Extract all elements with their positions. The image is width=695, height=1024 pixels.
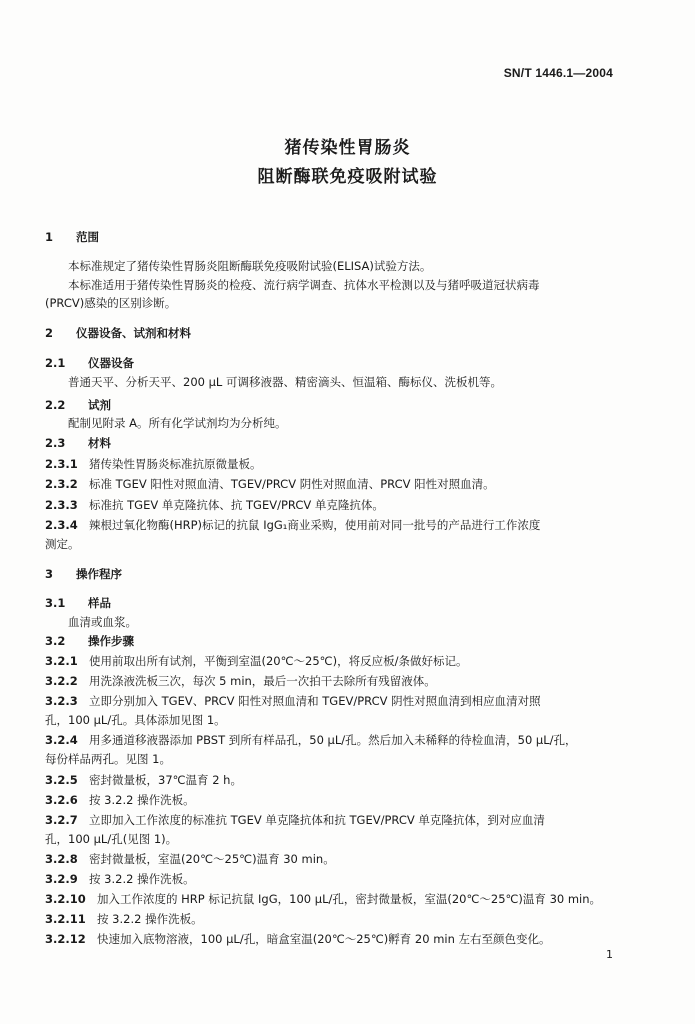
- item-continuation: 孔，100 μL/孔。具体添加见图 1。: [45, 713, 226, 727]
- subsection-3-1-heading: [45, 595, 111, 611]
- item-number: 3.2.8: [45, 852, 78, 866]
- subsection-title: 样品: [88, 596, 111, 610]
- list-item: [45, 653, 467, 669]
- item-number: 3.2.5: [45, 773, 78, 787]
- item-text: 用洗涤液洗板三次，每次 5 min，最后一次拍干去除所有残留液体。: [89, 674, 436, 688]
- subsection-number: 2.3: [45, 436, 66, 450]
- item-number: 3.2.11: [45, 912, 86, 926]
- subsection-number: 2.2: [45, 398, 66, 412]
- item-text: 立即分别加入 TGEV、PRCV 阳性对照血清和 TGEV/PRCV 阴性对照血清到相应血清对照: [89, 694, 541, 708]
- list-item: [45, 812, 545, 828]
- section-number: 1: [45, 230, 54, 244]
- paragraph: 本标准规定了猪传染性胃肠炎阻断酶联免疫吸附试验(ELISA)试验方法。: [68, 259, 432, 273]
- subsection-2-1-heading: [45, 355, 134, 371]
- subsection-title: 材料: [88, 436, 111, 450]
- item-number: 3.2.6: [45, 793, 78, 807]
- item-text: 加入工作浓度的 HRP 标记抗鼠 IgG，100 μL/孔，密封微量板，室温(20℃～25℃)温育 30 min。: [97, 892, 602, 906]
- page-number: 1: [606, 948, 613, 961]
- item-number: 3.2.1: [45, 654, 78, 668]
- item-number: 2.3.2: [45, 477, 78, 491]
- paragraph-continuation: (PRCV)感染的区别诊断。: [45, 296, 177, 310]
- subsection-number: 3.2: [45, 634, 66, 648]
- subsection-2-2-heading: [45, 397, 111, 413]
- item-text: 按 3.2.2 操作洗板。: [89, 872, 195, 886]
- list-item: [45, 497, 384, 513]
- list-item: [45, 871, 195, 887]
- list-item: [45, 792, 195, 808]
- item-number: 3.2.10: [45, 892, 86, 906]
- item-number: 3.2.2: [45, 674, 78, 688]
- item-text: 使用前取出所有试剂，平衡到室温(20℃～25℃)，将反应板/条做好标记。: [89, 654, 468, 668]
- item-number: 3.2.7: [45, 813, 78, 827]
- document-title-line1: 猪传染性胃肠炎: [284, 138, 411, 158]
- section-title: 操作程序: [76, 567, 122, 581]
- paragraph: 普通天平、分析天平、200 μL 可调移液器、精密滴头、恒温箱、酶标仪、洗板机等。: [68, 375, 502, 389]
- section-title: 范围: [76, 230, 99, 244]
- subsection-number: 2.1: [45, 356, 66, 370]
- list-item: [45, 693, 541, 709]
- item-number: 3.2.4: [45, 733, 78, 747]
- subsection-3-2-heading: [45, 633, 134, 649]
- list-item: [45, 732, 577, 748]
- item-text: 标准 TGEV 阳性对照血清、TGEV/PRCV 阴性对照血清、PRCV 阳性对照血清。: [89, 477, 495, 491]
- item-text: 密封微量板，室温(20℃～25℃)温育 30 min。: [89, 852, 335, 866]
- item-text: 用多通道移液器添加 PBST 到所有样品孔，50 μL/孔。然后加入未稀释的待检血清，50 μL/孔，: [89, 733, 577, 747]
- item-text: 猪传染性胃肠炎标准抗原微量板。: [89, 457, 262, 471]
- paragraph: 血清或血浆。: [68, 615, 137, 629]
- list-item: [45, 911, 203, 927]
- item-text: 按 3.2.2 操作洗板。: [97, 912, 203, 926]
- item-number: 2.3.4: [45, 518, 78, 532]
- list-item: [45, 772, 242, 788]
- section-1-heading: [45, 229, 99, 245]
- subsection-title: 仪器设备: [88, 356, 134, 370]
- paragraph: 本标准适用于猪传染性胃肠炎的检疫、流行病学调查、抗体水平检测以及与猪呼吸道冠状病毒: [68, 278, 540, 292]
- item-continuation: 每份样品两孔。见图 1。: [45, 752, 171, 766]
- item-text: 快速加入底物溶液，100 μL/孔，暗盒室温(20℃～25℃)孵育 20 min 左右至颜色变化。: [97, 932, 551, 946]
- standard-code: SN/T 1446.1—2004: [503, 66, 613, 80]
- section-number: 3: [45, 567, 54, 581]
- section-2-heading: [45, 325, 191, 341]
- list-item: [45, 456, 262, 472]
- subsection-2-3-heading: [45, 435, 111, 451]
- item-number: 3.2.12: [45, 932, 86, 946]
- item-number: 2.3.1: [45, 457, 78, 471]
- list-item: [45, 673, 436, 689]
- item-text: 按 3.2.2 操作洗板。: [89, 793, 195, 807]
- list-item: [45, 851, 335, 867]
- section-number: 2: [45, 326, 54, 340]
- paragraph: 配制见附录 A。所有化学试剂均为分析纯。: [68, 416, 287, 430]
- item-number: 3.2.9: [45, 872, 78, 886]
- section-3-heading: [45, 566, 122, 582]
- list-item: [45, 476, 495, 492]
- item-continuation: 孔，100 μL/孔(见图 1)。: [45, 832, 178, 846]
- item-text: 辣根过氧化物酶(HRP)标记的抗鼠 IgG₁商业采购，使用前对同一批号的产品进行工作浓度: [89, 518, 541, 532]
- item-continuation: 测定。: [45, 537, 80, 551]
- list-item: [45, 891, 601, 907]
- item-number: 2.3.3: [45, 498, 78, 512]
- subsection-title: 操作步骤: [88, 634, 134, 648]
- section-title: 仪器设备、试剂和材料: [76, 326, 191, 340]
- subsection-title: 试剂: [88, 398, 111, 412]
- item-text: 标准抗 TGEV 单克隆抗体、抗 TGEV/PRCV 单克隆抗体。: [89, 498, 384, 512]
- item-text: 立即加入工作浓度的标准抗 TGEV 单克隆抗体和抗 TGEV/PRCV 单克隆抗体，到对应血清: [89, 813, 545, 827]
- list-item: [45, 931, 551, 947]
- subsection-number: 3.1: [45, 596, 66, 610]
- document-title-line2: 阻断酶联免疫吸附试验: [257, 167, 438, 187]
- list-item: [45, 517, 540, 533]
- item-text: 密封微量板，37℃温育 2 h。: [89, 773, 242, 787]
- item-number: 3.2.3: [45, 694, 78, 708]
